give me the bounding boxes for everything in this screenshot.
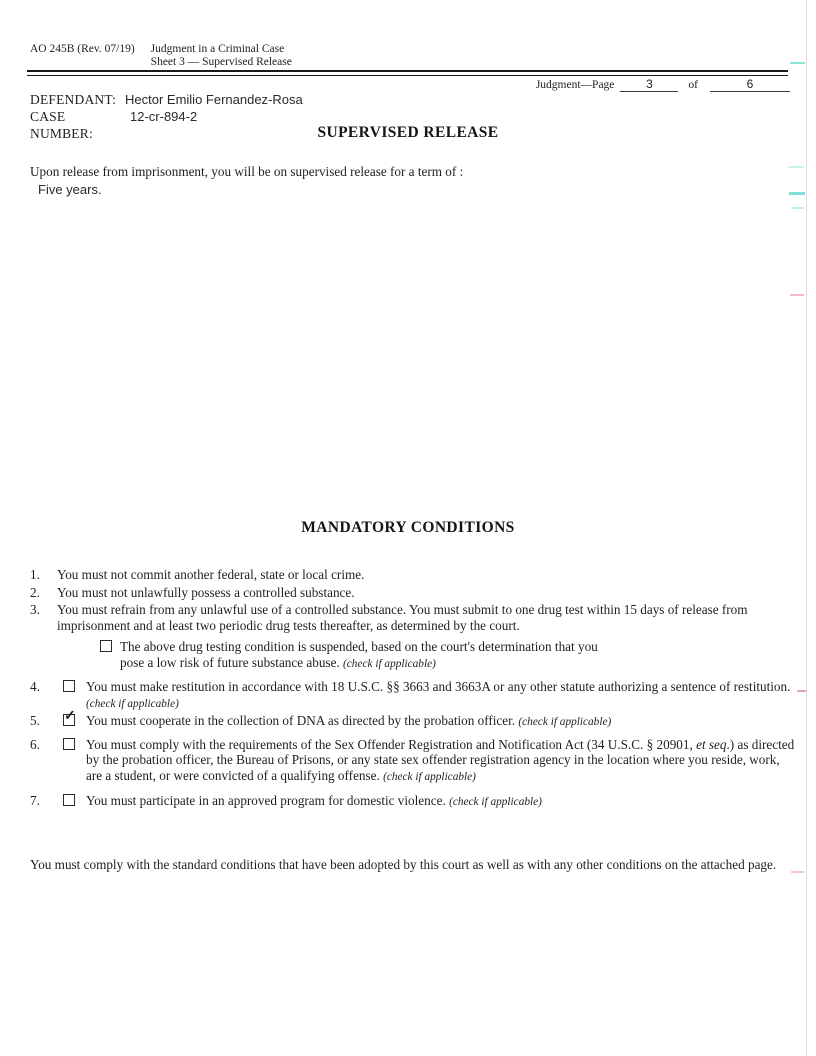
condition-text: You must comply with the requirements of the Sex Offender Registration and Notification Act (34 U.S.C. § 20901, et seq.) as directed by the probation officer, the Bureau of Prisons, or any state sex offender registration agency in the location where you reside, work, are a student, or were convicted of a qualifying offense. (check if applicable) [86, 736, 795, 783]
case-number-label: CASE NUMBER: [30, 109, 93, 141]
check-if-applicable-note: (check if applicable) [383, 770, 476, 783]
checkbox-cell [63, 793, 86, 810]
sex-offender-registration-checkbox[interactable] [63, 738, 75, 750]
scan-artifact [792, 207, 804, 209]
condition-item-4 [30, 679, 796, 712]
condition-item-6 [30, 737, 796, 786]
condition-number: 2. [30, 584, 40, 600]
page-number-field[interactable]: 3 [620, 77, 678, 92]
check-if-applicable-note: (check if applicable) [343, 657, 436, 670]
form-header [30, 44, 292, 69]
condition-number: 7. [30, 793, 40, 808]
condition-item-1 [30, 567, 796, 583]
condition-number: 6. [30, 736, 40, 752]
standard-conditions-note: You must comply with the standard conditions that have been adopted by this court as well as with any other conditions on the attached page. [30, 857, 777, 872]
form-title-line1: Judgment in a Criminal Case [150, 43, 285, 55]
condition-item-7 [30, 793, 796, 811]
condition-text: You must not unlawfully possess a controlled substance. [57, 584, 355, 600]
of-label: of [688, 79, 698, 91]
mandatory-conditions-title: MANDATORY CONDITIONS [301, 519, 515, 536]
domestic-violence-checkbox[interactable] [63, 794, 75, 806]
form-title-line2: Sheet 3 — Supervised Release [150, 55, 292, 68]
defendant-name-field[interactable]: Hector Emilio Fernandez-Rosa [125, 92, 303, 107]
condition-item-2 [30, 585, 796, 601]
condition-number: 5. [30, 713, 40, 728]
judgment-page-row [536, 77, 790, 92]
restitution-checkbox[interactable] [63, 680, 75, 692]
et-seq-italic: et seq [696, 736, 727, 752]
drug-test-suspended-item [30, 639, 796, 672]
supervised-release-title: SUPERVISED RELEASE [317, 124, 499, 141]
checkbox-cell [100, 639, 120, 656]
supervised-release-intro: Upon release from imprisonment, you will be on supervised release for a term of : [30, 164, 464, 179]
condition-item-5 [30, 709, 796, 731]
check-if-applicable-note: (check if applicable) [518, 716, 612, 728]
case-number-field[interactable]: 12-cr-894-2 [130, 109, 198, 124]
term-field[interactable]: Five years. [38, 182, 102, 197]
drug-test-suspended-checkbox[interactable] [100, 640, 112, 652]
defendant-row [30, 91, 303, 108]
check-if-applicable-note: (check if applicable) [86, 697, 179, 710]
judgment-page-label: Judgment—Page [535, 79, 615, 91]
checkbox-cell [63, 679, 86, 696]
condition-text: You must make restitution in accordance with 18 U.S.C. §§ 3663 and 3663A or any other statute authorizing a sentence of restitution. (check if applicable) [86, 679, 791, 710]
scan-edge-line [806, 0, 807, 1056]
condition-text: The above drug testing condition is suspended, based on the court's determination that you pose a low risk of future substance abuse. (check if applicable) [120, 639, 598, 670]
condition-text: You must participate in an approved program for domestic violence. (check if applicable) [86, 793, 542, 808]
condition-number: 1. [30, 567, 40, 582]
dna-collection-checkbox[interactable] [63, 709, 76, 726]
scan-artifact [791, 871, 804, 873]
condition-text: You must refrain from any unlawful use of a controlled substance. You must submit to one drug test within 15 days of release from imprisonment and at least two periodic drug tests thereafter, as determined by the court. [57, 602, 748, 633]
form-title [151, 44, 292, 69]
check-if-applicable-note: (check if applicable) [449, 796, 542, 808]
condition-number: 3. [30, 602, 40, 617]
condition-text: You must cooperate in the collection of DNA as directed by the probation officer. (check if applicable) [86, 713, 612, 728]
checkbox-cell [63, 737, 86, 754]
scan-artifact [790, 62, 805, 64]
scan-artifact [789, 192, 805, 195]
total-pages-field[interactable]: 6 [710, 77, 790, 92]
header-divider [27, 70, 788, 76]
scan-artifact [790, 294, 804, 296]
form-id: AO 245B (Rev. 07/19) [30, 43, 135, 55]
mandatory-conditions-list [30, 567, 796, 811]
defendant-label: DEFENDANT: [30, 92, 117, 107]
condition-item-3 [30, 602, 796, 633]
checkmark-icon: ✓ [64, 709, 76, 724]
condition-text: You must not commit another federal, state or local crime. [57, 567, 365, 582]
checkbox-cell [63, 709, 86, 730]
scan-artifact [788, 166, 804, 168]
scan-artifact [797, 690, 806, 692]
condition-number: 4. [30, 679, 40, 694]
